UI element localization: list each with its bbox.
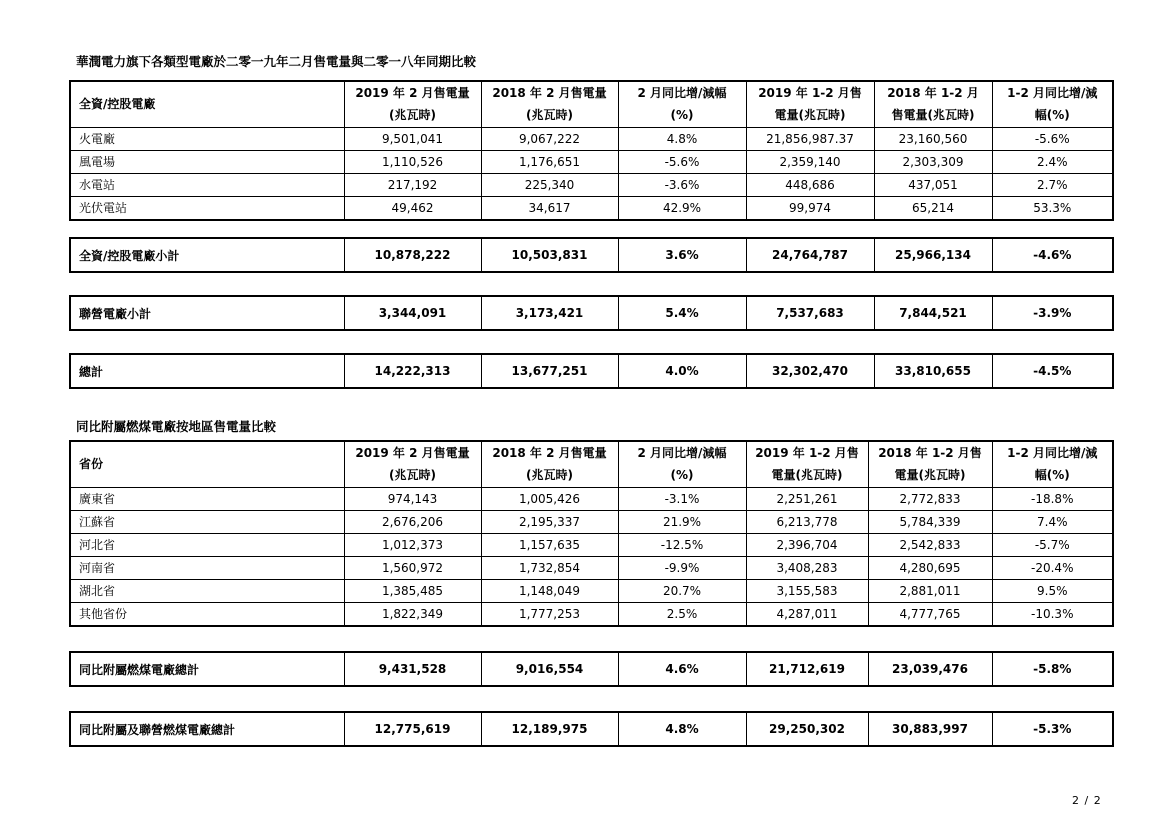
cell: 4.8%: [618, 712, 746, 746]
cell: 24,764,787: [746, 238, 874, 272]
header-row: [70, 441, 1113, 487]
cell: 21.9%: [618, 510, 746, 533]
row-label: 河北省: [70, 533, 344, 556]
cell: 23,039,476: [868, 652, 992, 686]
header-row: [70, 81, 1113, 127]
cell: 3,408,283: [746, 556, 868, 579]
header-2019-jan-feb: 2019 年 1-2 月售 電量(兆瓦時): [746, 441, 868, 487]
table-row: [70, 602, 1113, 626]
cell: 7,537,683: [746, 296, 874, 330]
cell: 3,155,583: [746, 579, 868, 602]
cell: 3.6%: [618, 238, 746, 272]
cell: 9,501,041: [344, 127, 481, 150]
cell: 5,784,339: [868, 510, 992, 533]
power-type-table: [69, 80, 1114, 221]
cell: 33,810,655: [874, 354, 992, 388]
cell: 5.4%: [618, 296, 746, 330]
cell: 225,340: [481, 173, 618, 196]
row-label: 江蘇省: [70, 510, 344, 533]
cell: 2,772,833: [868, 487, 992, 510]
cell: 1,777,253: [481, 602, 618, 626]
header-2019-jan-feb: 2019 年 1-2 月售 電量(兆瓦時): [746, 81, 874, 127]
total-row: [70, 354, 1113, 388]
cell: 1,005,426: [481, 487, 618, 510]
total-row: [70, 652, 1113, 686]
cell: -4.5%: [992, 354, 1113, 388]
table-row: [70, 150, 1113, 173]
cell: 32,302,470: [746, 354, 874, 388]
table-row: [70, 533, 1113, 556]
cell: 10,878,222: [344, 238, 481, 272]
cell: 49,462: [344, 196, 481, 220]
subtotal-row: [70, 238, 1113, 272]
row-label: 湖北省: [70, 579, 344, 602]
cell: 1,176,651: [481, 150, 618, 173]
cell: 3,173,421: [481, 296, 618, 330]
cell: 42.9%: [618, 196, 746, 220]
header-feb-change: 2 月同比增/減幅 (%): [618, 441, 746, 487]
header-2019-feb: 2019 年 2 月售電量 (兆瓦時): [344, 441, 481, 487]
section1-title: 華潤電力旗下各類型電廠於二零一九年二月售電量與二零一八年同期比較: [76, 54, 477, 69]
header-jan-feb-change: 1-2 月同比增/減 幅(%): [992, 441, 1113, 487]
row-label: 同比附屬及聯營燃煤電廠總計: [70, 712, 344, 746]
row-label: 火電廠: [70, 127, 344, 150]
subtotal-row: [70, 296, 1113, 330]
page-number: 2 / 2: [1072, 794, 1102, 807]
header-2018-jan-feb: 2018 年 1-2 月售 電量(兆瓦時): [868, 441, 992, 487]
cell: 4.6%: [618, 652, 746, 686]
cell: -5.6%: [992, 127, 1113, 150]
combined-total-table: [69, 711, 1114, 747]
cell: 21,712,619: [746, 652, 868, 686]
cell: -18.8%: [992, 487, 1113, 510]
cell: 6,213,778: [746, 510, 868, 533]
cell: 1,822,349: [344, 602, 481, 626]
row-label: 總計: [70, 354, 344, 388]
cell: -12.5%: [618, 533, 746, 556]
total-row: [70, 712, 1113, 746]
cell: 2.7%: [992, 173, 1113, 196]
row-label: 水電站: [70, 173, 344, 196]
cell: 217,192: [344, 173, 481, 196]
cell: -3.1%: [618, 487, 746, 510]
cell: -10.3%: [992, 602, 1113, 626]
cell: 1,560,972: [344, 556, 481, 579]
header-2018-feb: 2018 年 2 月售電量 (兆瓦時): [481, 441, 618, 487]
cell: 3,344,091: [344, 296, 481, 330]
cell: 2,881,011: [868, 579, 992, 602]
cell: 4.0%: [618, 354, 746, 388]
table-row: [70, 579, 1113, 602]
header-plant-type: 全資/控股電廠: [70, 81, 344, 127]
cell: 9,067,222: [481, 127, 618, 150]
cell: 4.8%: [618, 127, 746, 150]
cell: -3.6%: [618, 173, 746, 196]
cell: 99,974: [746, 196, 874, 220]
cell: 65,214: [874, 196, 992, 220]
table-row: [70, 556, 1113, 579]
row-label: 廣東省: [70, 487, 344, 510]
cell: -5.3%: [992, 712, 1113, 746]
cell: 2,542,833: [868, 533, 992, 556]
header-feb-change: 2 月同比增/減幅 (%): [618, 81, 746, 127]
row-label: 同比附屬燃煤電廠總計: [70, 652, 344, 686]
cell: 2,359,140: [746, 150, 874, 173]
cell: 20.7%: [618, 579, 746, 602]
cell: -3.9%: [992, 296, 1113, 330]
cell: -20.4%: [992, 556, 1113, 579]
table-row: [70, 127, 1113, 150]
cell: 2,251,261: [746, 487, 868, 510]
cell: 21,856,987.37: [746, 127, 874, 150]
cell: 12,775,619: [344, 712, 481, 746]
cell: 13,677,251: [481, 354, 618, 388]
cell: 4,287,011: [746, 602, 868, 626]
jv-subtotal-table: [69, 295, 1114, 331]
cell: 2.5%: [618, 602, 746, 626]
cell: 1,110,526: [344, 150, 481, 173]
cell: 1,385,485: [344, 579, 481, 602]
cell: 23,160,560: [874, 127, 992, 150]
cell: 14,222,313: [344, 354, 481, 388]
cell: -5.6%: [618, 150, 746, 173]
cell: 1,012,373: [344, 533, 481, 556]
header-2019-feb: 2019 年 2 月售電量 (兆瓦時): [344, 81, 481, 127]
section2-title: 同比附屬燃煤電廠按地區售電量比較: [76, 419, 277, 434]
header-2018-jan-feb: 2018 年 1-2 月 售電量(兆瓦時): [874, 81, 992, 127]
cell: 1,157,635: [481, 533, 618, 556]
cell: 9,016,554: [481, 652, 618, 686]
row-label: 河南省: [70, 556, 344, 579]
cell: 2,195,337: [481, 510, 618, 533]
header-jan-feb-change: 1-2 月同比增/減 幅(%): [992, 81, 1113, 127]
cell: 29,250,302: [746, 712, 868, 746]
province-table: [69, 440, 1114, 627]
cell: 437,051: [874, 173, 992, 196]
cell: 2,676,206: [344, 510, 481, 533]
table-row: [70, 196, 1113, 220]
controlled-subtotal-table: [69, 237, 1114, 273]
cell: 4,777,765: [868, 602, 992, 626]
cell: 7,844,521: [874, 296, 992, 330]
cell: -9.9%: [618, 556, 746, 579]
row-label: 全資/控股電廠小計: [70, 238, 344, 272]
subsidiary-total-table: [69, 651, 1114, 687]
row-label: 聯營電廠小計: [70, 296, 344, 330]
cell: 53.3%: [992, 196, 1113, 220]
cell: 2,303,309: [874, 150, 992, 173]
header-2018-feb: 2018 年 2 月售電量 (兆瓦時): [481, 81, 618, 127]
cell: 25,966,134: [874, 238, 992, 272]
grand-total-table: [69, 353, 1114, 389]
row-label: 光伏電站: [70, 196, 344, 220]
cell: -5.7%: [992, 533, 1113, 556]
cell: 974,143: [344, 487, 481, 510]
cell: 1,148,049: [481, 579, 618, 602]
cell: 12,189,975: [481, 712, 618, 746]
cell: 34,617: [481, 196, 618, 220]
header-province: 省份: [70, 441, 344, 487]
cell: -5.8%: [992, 652, 1113, 686]
row-label: 風電場: [70, 150, 344, 173]
cell: 4,280,695: [868, 556, 992, 579]
cell: -4.6%: [992, 238, 1113, 272]
cell: 1,732,854: [481, 556, 618, 579]
cell: 10,503,831: [481, 238, 618, 272]
cell: 7.4%: [992, 510, 1113, 533]
cell: 9.5%: [992, 579, 1113, 602]
cell: 2,396,704: [746, 533, 868, 556]
table-row: [70, 510, 1113, 533]
row-label: 其他省份: [70, 602, 344, 626]
cell: 30,883,997: [868, 712, 992, 746]
cell: 448,686: [746, 173, 874, 196]
table-row: [70, 487, 1113, 510]
cell: 9,431,528: [344, 652, 481, 686]
table-row: [70, 173, 1113, 196]
cell: 2.4%: [992, 150, 1113, 173]
